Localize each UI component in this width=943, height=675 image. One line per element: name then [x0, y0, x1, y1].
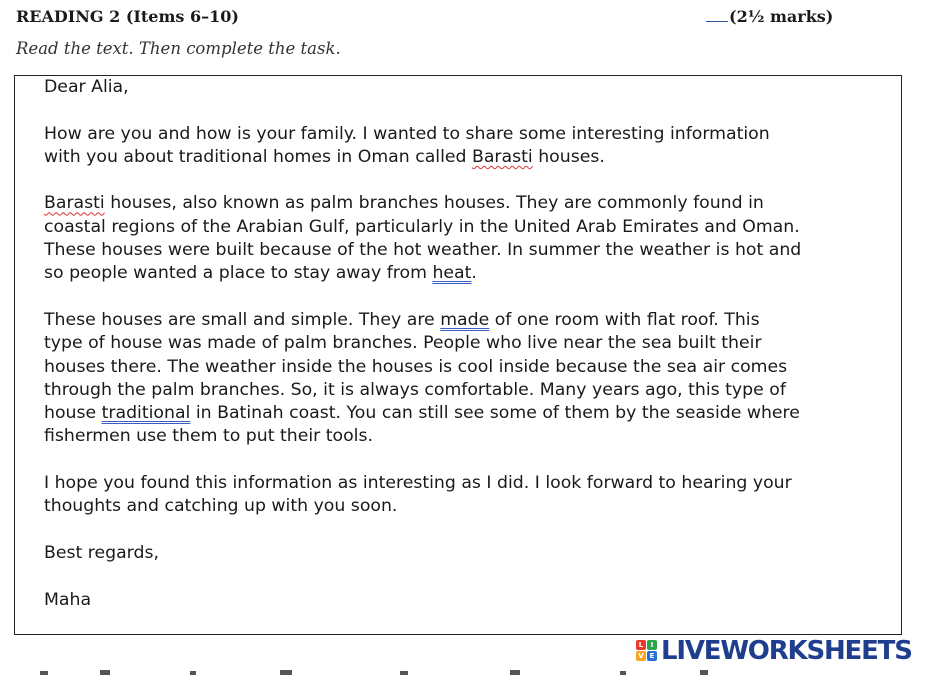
- paragraph-2: Barasti houses, also known as palm branches houses. They are commonly found in coastal regions of the Arabian Gulf, particularly in the United Arab Emirates and Oman. These houses were built because of the hot weather. In summer the weather is hot and so people wanted a place to stay away from heat.: [44, 193, 802, 284]
- paragraph-1: How are you and how is your family. I wanted to share some interesting information with you about traditional homes in Oman called Barasti houses.: [44, 123, 770, 167]
- paragraph-3: These houses are small and simple. They are made of one room with flat roof. This type of house was made of palm branches. People who live near the sea built their houses there. The weather inside the houses is cool inside because the sea air comes through the palm branches. So, it is always comfortable. Many years ago, this type of house traditional in Batinah coast. You can still see some of them by the seaside where fishermen use them to put their tools.: [44, 309, 800, 447]
- marks-blank-line: [706, 9, 728, 22]
- grammar-flagged-word: traditional: [101, 403, 191, 424]
- marks-text: (2½ marks): [729, 7, 834, 26]
- letter-box: [14, 75, 902, 635]
- grammar-flagged-word: made: [440, 309, 490, 330]
- liveworksheets-logo-icon: [636, 640, 658, 662]
- letter-signature: Maha: [44, 589, 92, 610]
- letter-greeting: Dear Alia,: [44, 77, 129, 97]
- liveworksheets-logo: [636, 637, 912, 665]
- logo-tile: L: [636, 640, 646, 650]
- letter-closing: Best regards,: [44, 542, 159, 563]
- task-instruction: Read the text. Then complete the task.: [16, 39, 341, 58]
- cutoff-text-fragment: [40, 668, 740, 675]
- misspelled-word: Barasti: [44, 193, 105, 214]
- misspelled-word: Barasti: [471, 146, 533, 167]
- section-title: READING 2 (Items 6–10): [16, 7, 239, 26]
- marks-label: [706, 7, 833, 26]
- grammar-flagged-word: heat: [432, 263, 472, 284]
- logo-text: LIVEWORKSHEETS: [661, 636, 912, 666]
- logo-tile: V: [636, 651, 646, 661]
- paragraph-4: I hope you found this information as interesting as I did. I look forward to hearing your thoughts and catching up with you soon.: [44, 473, 792, 517]
- logo-tile: I: [647, 640, 657, 650]
- letter-body: [44, 76, 896, 612]
- logo-tile: E: [647, 651, 657, 661]
